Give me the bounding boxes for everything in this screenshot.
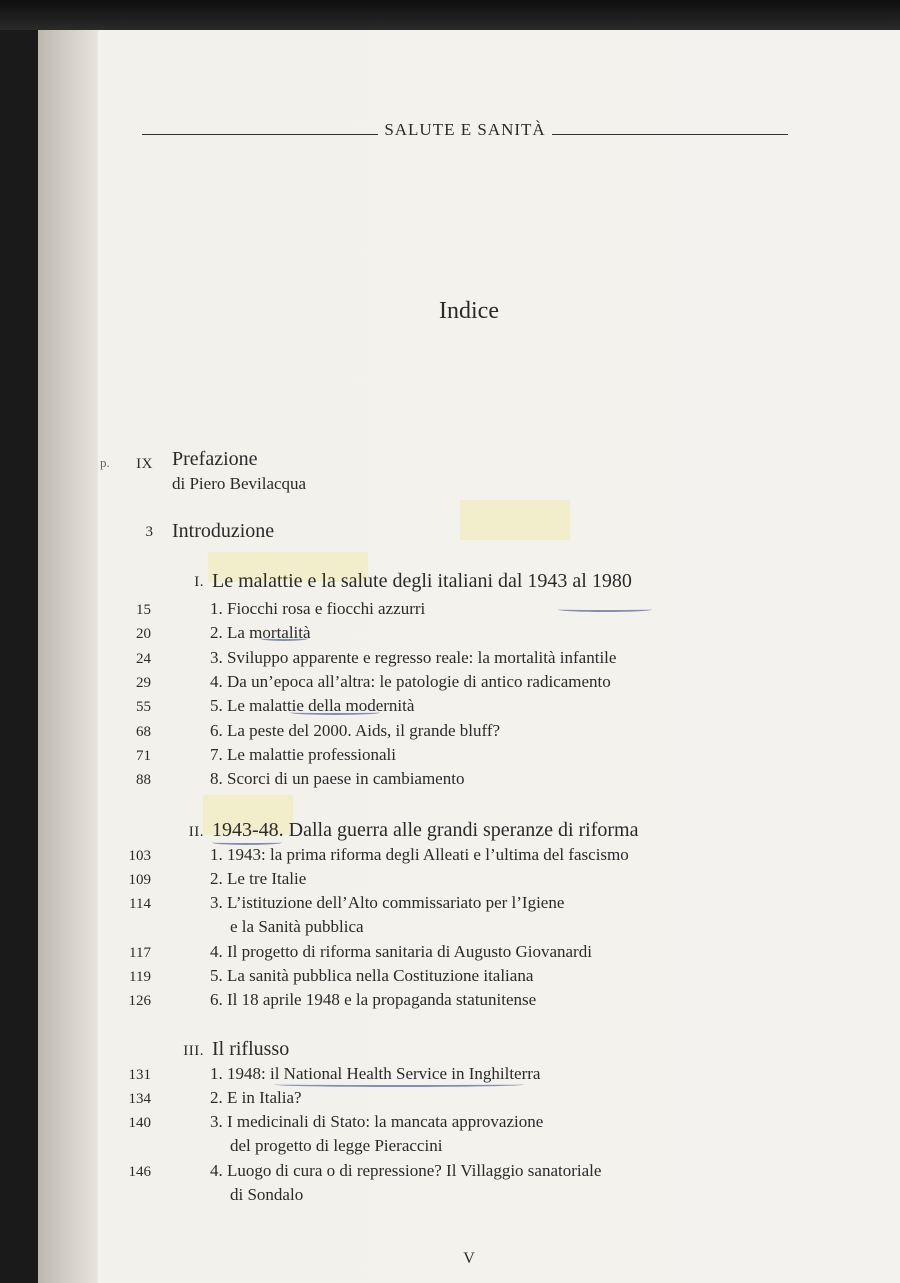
section-title: 2. Le tre Italie <box>210 869 307 888</box>
section-title: 3. Sviluppo apparente e regresso reale: la mortalità infantile <box>210 648 617 667</box>
chapter-number: II. <box>188 824 204 840</box>
chapter-title: 1943-48. Dalla guerra alle grandi speranze di riforma <box>212 819 639 841</box>
front-page-number: 3 <box>145 524 153 540</box>
section-page: 20 <box>136 626 151 642</box>
pen-underline <box>274 1082 524 1087</box>
section-page: 117 <box>129 945 151 961</box>
section-page: 88 <box>136 772 151 788</box>
section-page: 29 <box>136 675 151 691</box>
front-page-number: IX <box>136 456 153 472</box>
scan-top-edge <box>0 0 900 30</box>
section-title: 7. Le malattie professionali <box>210 745 396 764</box>
section-title: 4. Il progetto di riforma sanitaria di Augusto Giovanardi <box>210 942 592 961</box>
front-title: Prefazione <box>172 448 258 470</box>
pen-underline <box>558 607 652 612</box>
section-title: 6. Il 18 aprile 1948 e la propaganda statunitense <box>210 990 537 1009</box>
section-page: 134 <box>128 1091 151 1107</box>
section-page: 68 <box>136 724 151 740</box>
section-title-continued: di Sondalo <box>230 1185 304 1204</box>
highlighter-mark <box>460 500 570 540</box>
section-page: 71 <box>136 748 151 764</box>
header-rule-left <box>142 134 378 135</box>
pen-underline <box>212 840 282 845</box>
section-title: 1. Fiocchi rosa e fiocchi azzurri <box>210 599 426 618</box>
section-title-continued: del progetto di legge Pieraccini <box>230 1136 443 1155</box>
page-folio: V <box>463 1250 475 1267</box>
section-page: 103 <box>128 848 151 864</box>
section-page: 119 <box>129 969 151 985</box>
pencil-margin-mark: p. <box>100 455 110 470</box>
front-subtitle: di Piero Bevilacqua <box>172 474 307 493</box>
section-page: 114 <box>129 896 151 912</box>
section-title: 6. La peste del 2000. Aids, il grande bluff? <box>210 721 501 740</box>
pen-underline <box>260 636 308 641</box>
section-title: 5. La sanità pubblica nella Costituzione italiana <box>210 966 534 985</box>
chapter-number: I. <box>194 574 204 590</box>
section-title: 2. E in Italia? <box>210 1088 302 1107</box>
section-title: 4. Da un’epoca all’altra: le patologie di antico radicamento <box>210 672 611 691</box>
front-title: Introduzione <box>172 520 275 542</box>
running-header <box>142 120 788 140</box>
header-rule-right <box>552 134 788 135</box>
section-title: 8. Scorci di un paese in cambiamento <box>210 769 465 788</box>
section-page: 140 <box>128 1115 151 1131</box>
page-title: Indice <box>439 298 499 324</box>
section-title: 2. La mortalità <box>210 623 311 642</box>
chapter-title: Le malattie e la salute degli italiani dal 1943 al 1980 <box>212 570 632 592</box>
section-page: 55 <box>136 699 151 715</box>
section-page: 126 <box>128 993 151 1009</box>
section-title: 5. Le malattie della modernità <box>210 696 415 715</box>
section-page: 131 <box>128 1067 151 1083</box>
section-title: 3. I medicinali di Stato: la mancata approvazione <box>210 1112 544 1131</box>
section-title: 4. Luogo di cura o di repressione? Il Villaggio sanatoriale <box>210 1161 602 1180</box>
chapter-number: III. <box>183 1043 204 1059</box>
section-page: 15 <box>136 602 151 618</box>
section-page: 146 <box>128 1164 151 1180</box>
book-page <box>38 30 900 1283</box>
pen-underline <box>290 710 380 715</box>
running-title: SALUTE E SANITÀ <box>384 120 546 139</box>
section-page: 24 <box>136 651 151 667</box>
page-gutter-shadow <box>38 30 98 1283</box>
section-title: 1. 1948: il National Health Service in Inghilterra <box>210 1064 541 1083</box>
section-title-continued: e la Sanità pubblica <box>230 917 364 936</box>
section-title: 3. L’istituzione dell’Alto commissariato per l’Igiene <box>210 893 565 912</box>
section-page: 109 <box>128 872 151 888</box>
chapter-title: Il riflusso <box>212 1038 290 1060</box>
section-title: 1. 1943: la prima riforma degli Alleati e l’ultima del fascismo <box>210 845 629 864</box>
